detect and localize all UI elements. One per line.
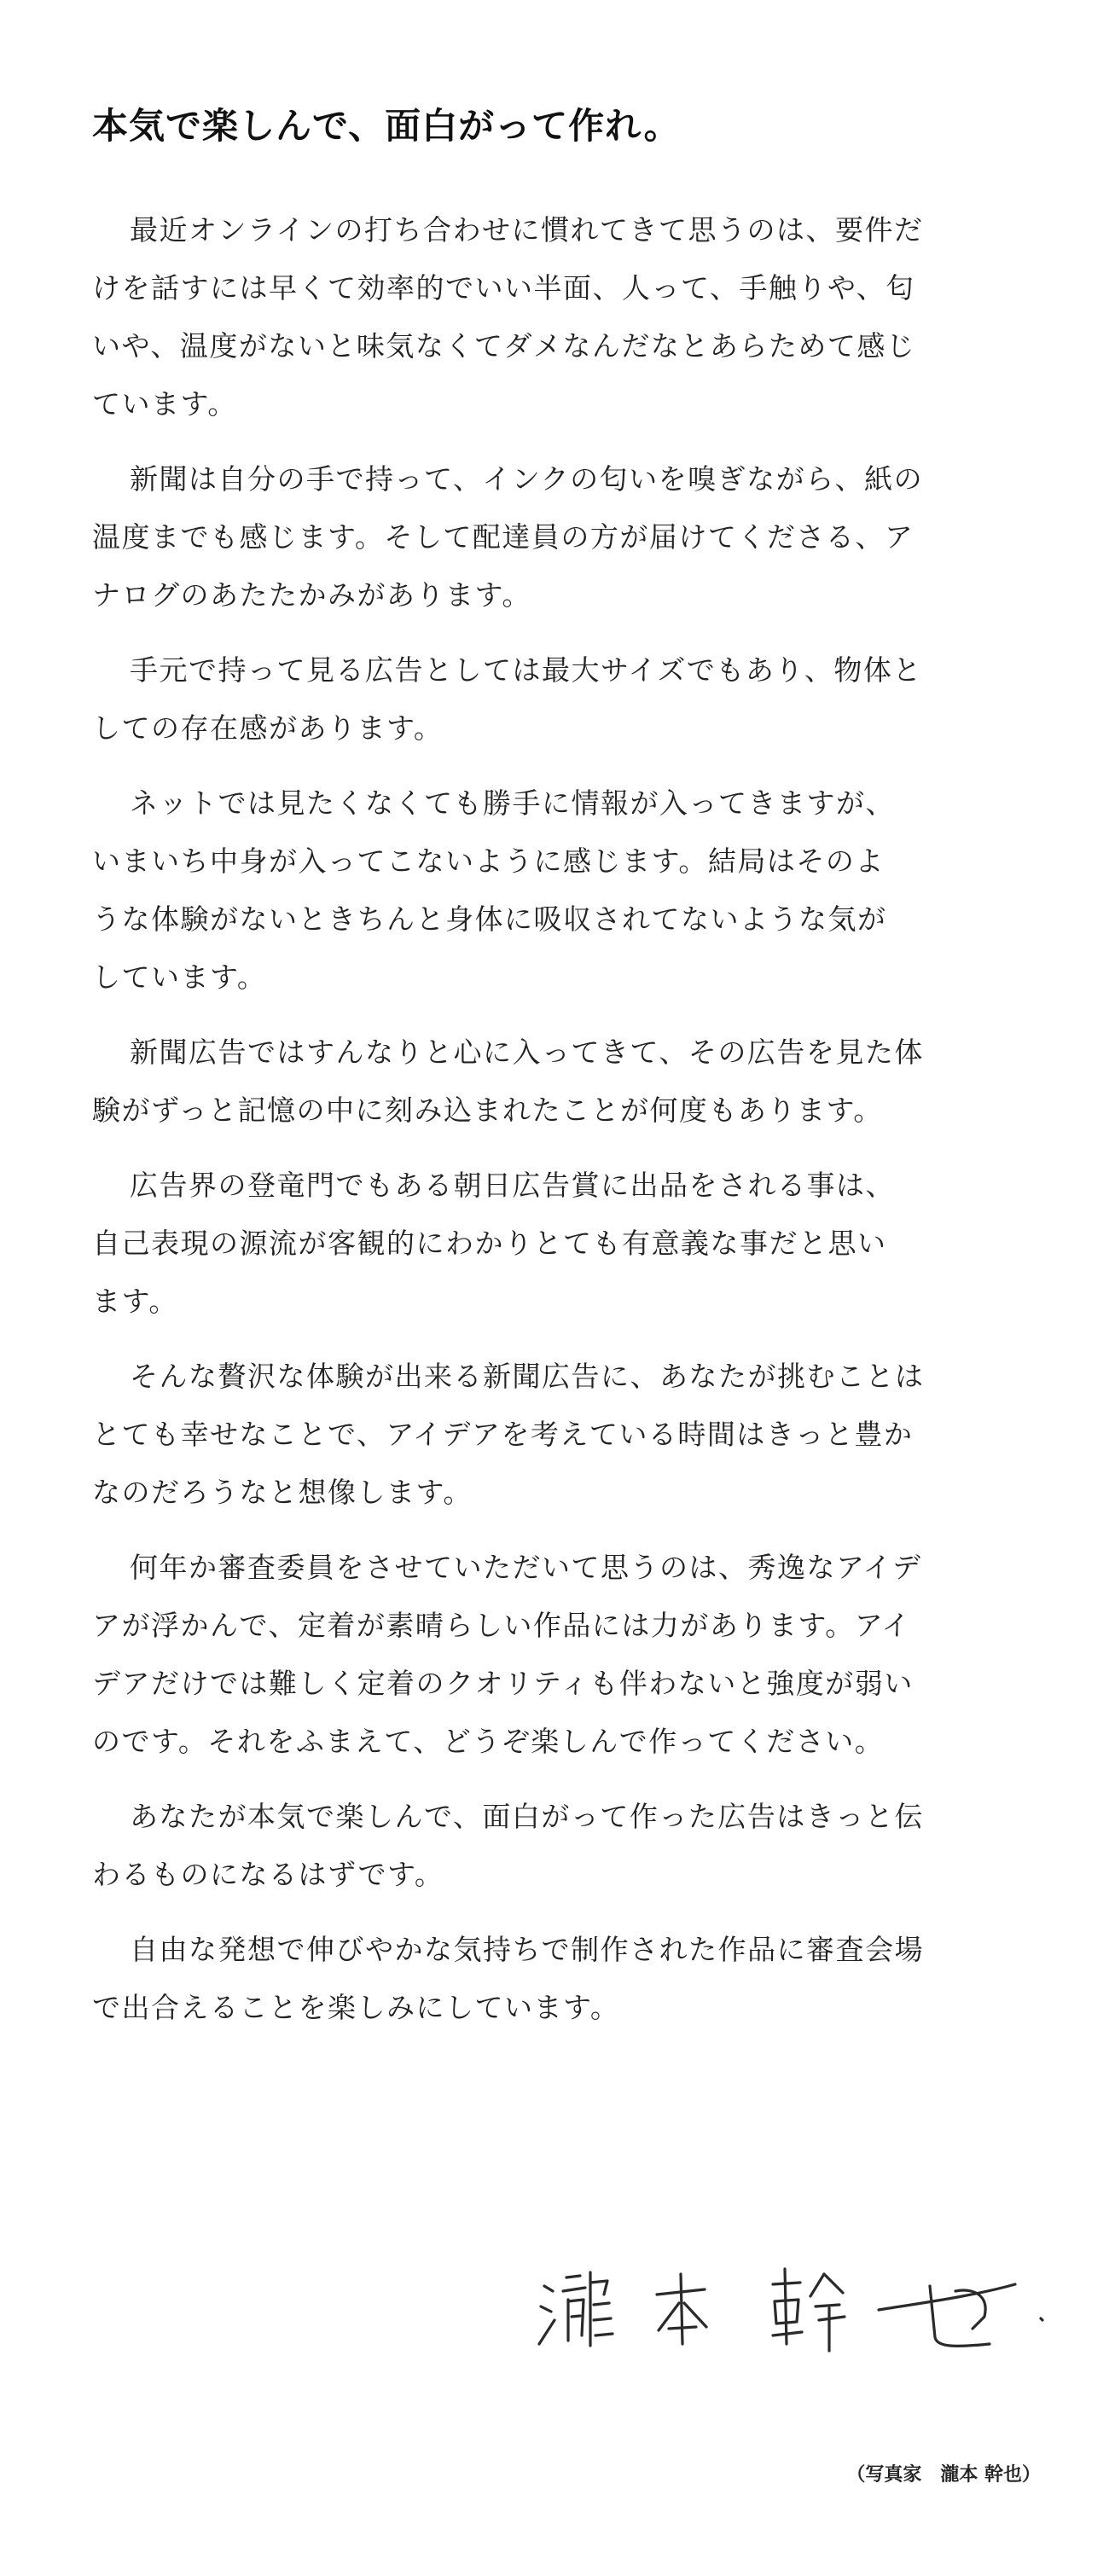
text-line: なのだろうなと想像します。 xyxy=(92,1476,473,1509)
paragraph xyxy=(92,1157,1000,1331)
paragraph xyxy=(92,1921,1000,2037)
text-line: 温度までも感じます。そして配達員の方が届けてくださる、ア xyxy=(92,520,914,554)
paragraph xyxy=(92,1348,1000,1522)
essay-title: 本気で楽しんで、面白がって作れ。 xyxy=(92,105,681,147)
text-line: うな体験がないときちんと身体に吸収されてないような気が xyxy=(92,902,887,936)
text-line: で出合えることを楽しみにしています。 xyxy=(92,1991,620,2024)
text-line: 新聞広告ではすんなりと心に入ってきて、その広告を見た体 xyxy=(130,1036,924,1069)
text-line: けを話すには早くて効率的でいい半面、人って、手触りや、匂 xyxy=(92,271,915,305)
paragraph xyxy=(92,1024,1000,1140)
text-line: いや、温度がないと味気なくてダメなんだなとあらためて感じ xyxy=(92,329,916,363)
paragraph xyxy=(92,450,1000,624)
text-line: デアだけでは難しく定着のクオリティも伴わないと強度が弱い xyxy=(92,1667,914,1700)
text-line: 自己表現の源流が客観的にわかりとても有意義な事だと思い xyxy=(92,1227,887,1260)
text-line: あなたが本気で楽しんで、面白がって作った広告はきっと伝 xyxy=(130,1800,924,1833)
text-line: ナログのあたたかみがあります。 xyxy=(92,578,531,612)
paragraph xyxy=(92,1788,1000,1904)
text-line: 新聞は自分の手で持って、インクの匂いを嗅ぎながら、紙の xyxy=(130,462,924,496)
text-line: ています。 xyxy=(92,387,237,421)
paragraph xyxy=(92,1539,1000,1771)
text-line: そんな贅沢な体験が出来る新聞広告に、あなたが挑むことは xyxy=(130,1360,925,1393)
text-line: 手元で持って見る広告としては最大サイズでもあり、物体と xyxy=(130,653,922,687)
paragraph xyxy=(92,641,1000,757)
text-line: アが浮かんで、定着が素晴らしい作品には力があります。アイ xyxy=(92,1609,911,1642)
text-line: 最近オンラインの打ち合わせに慣れてきて思うのは、要件だ xyxy=(130,213,924,247)
text-line: 広告界の登竜門でもある朝日広告賞に出品をされる事は、 xyxy=(130,1169,895,1202)
paragraph xyxy=(92,201,1000,433)
handwritten-signature xyxy=(529,2235,1075,2363)
text-line: 何年か審査委員をさせていただいて思うのは、秀逸なアイデ xyxy=(130,1551,922,1584)
essay-body xyxy=(92,201,1000,2054)
author-credit: （写真家 瀧本 幹也） xyxy=(846,2464,1041,2486)
text-line: しての存在感があります。 xyxy=(92,711,444,745)
text-line: 験がずっと記憶の中に刻み込まれたことが何度もあります。 xyxy=(92,1094,883,1127)
text-line: のです。それをふまえて、どうぞ楽しんで作ってください。 xyxy=(92,1725,885,1758)
text-line: わるものになるはずです。 xyxy=(92,1858,444,1891)
text-line: しています。 xyxy=(92,960,267,994)
text-line: 自由な発想で伸びやかな気持ちで制作された作品に審査会場 xyxy=(130,1933,925,1966)
text-line: とても幸せなことで、アイデアを考えている時間はきっと豊か xyxy=(92,1418,914,1451)
text-line: ます。 xyxy=(92,1285,178,1318)
paragraph xyxy=(92,775,1000,1007)
text-line: ネットでは見たくなくても勝手に情報が入ってきますが、 xyxy=(130,786,895,820)
text-line: いまいち中身が入ってこないように感じます。結局はそのよ xyxy=(92,844,885,878)
